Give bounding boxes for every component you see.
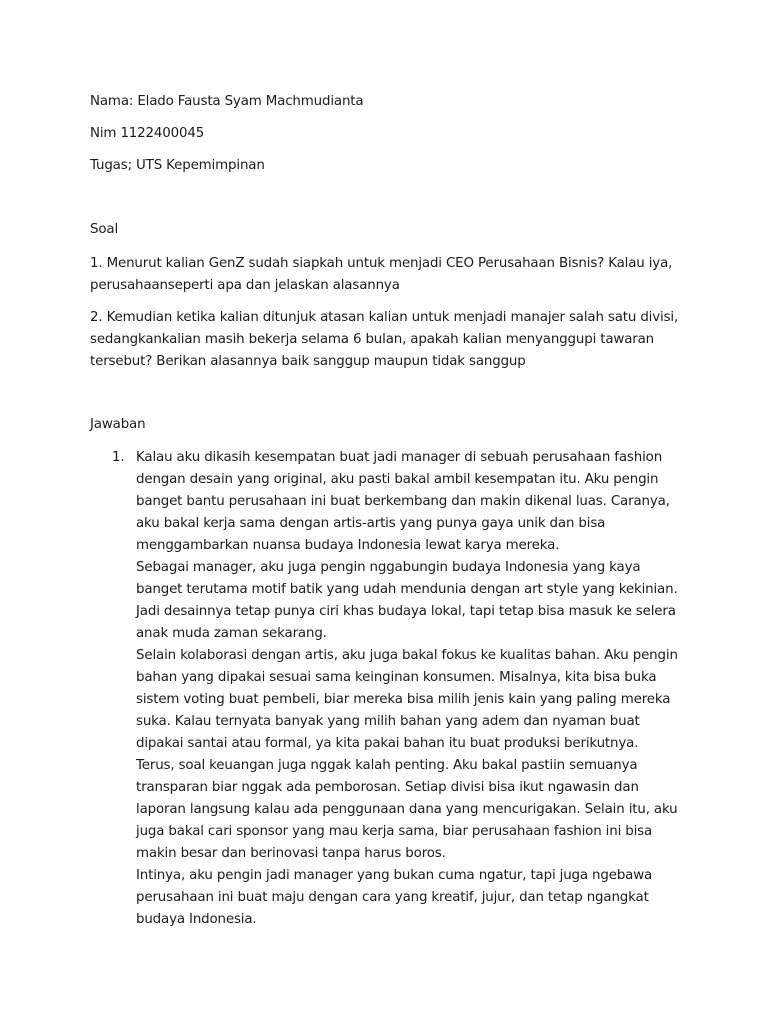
student-nim: Nim 1122400045 (90, 126, 205, 141)
jawaban-heading: Jawaban (90, 417, 146, 432)
answer-item-1 (90, 447, 690, 931)
task-title: Tugas; UTS Kepemimpinan (90, 158, 265, 173)
question-1: 1. Menurut kalian GenZ sudah siapkah untuk menjadi CEO Perusahaan Bisnis? Kalau iya, perusahaanseperti apa dan jelaskan alasannya (90, 256, 673, 293)
soal-heading: Soal (90, 222, 119, 237)
answer-item-number: 1. (112, 450, 125, 465)
answer-list (90, 447, 690, 931)
answer-paragraph-5: Intinya, aku pengin jadi manager yang bukan cuma ngatur, tapi juga ngebawa perusahaan ini buat maju dengan cara yang kreatif, jujur, dan tetap ngangkat budaya Indonesia. (136, 868, 653, 927)
question-2: 2. Kemudian ketika kalian ditunjuk atasan kalian untuk menjadi manajer salah satu divisi, sedangkankalian masih bekerja selama 6 bulan, apakah kalian menyanggupi tawaran tersebut? Berikan alasannya baik sanggup maupun tidak sanggup (90, 310, 679, 369)
answer-paragraph-3: Selain kolaborasi dengan artis, aku juga bakal fokus ke kualitas bahan. Aku pengin bahan yang dipakai sesuai sama keinginan konsumen. Misalnya, kita bisa buka sistem voting buat pembeli, biar mereka bisa milih jenis kain yang paling mereka suka. Kalau ternyata banyak yang milih bahan yang adem dan nyaman buat dipakai santai atau formal, ya kita pakai bahan itu buat produksi berikutnya. (136, 648, 678, 751)
answer-paragraph-2: Sebagai manager, aku juga pengin nggabungin budaya Indonesia yang kaya banget terutama motif batik yang udah mendunia dengan art style yang kekinian. Jadi desainnya tetap punya ciri khas budaya lokal, tapi tetap bisa masuk ke selera anak muda zaman sekarang. (136, 560, 678, 641)
answer-paragraph-4: Terus, soal keuangan juga nggak kalah penting. Aku bakal pastiin semuanya transparan biar nggak ada pemborosan. Setiap divisi bisa ikut ngawasin dan laporan langsung kalau ada penggunaan dana yang mencurigakan. Selain itu, aku juga bakal cari sponsor yang mau kerja sama, biar perusahaan fashion ini bisa makin besar dan berinovasi tanpa harus boros. (136, 758, 678, 861)
answer-paragraph-1: Kalau aku dikasih kesempatan buat jadi manager di sebuah perusahaan fashion dengan desain yang original, aku pasti bakal ambil kesempatan itu. Aku pengin banget bantu perusahaan ini buat berkembang dan makin dikenal luas. Caranya, aku bakal kerja sama dengan artis-artis yang punya gaya unik dan bisa menggambarkan nuansa budaya Indonesia lewat karya mereka. (136, 450, 670, 553)
student-name: Nama: Elado Fausta Syam Machmudianta (90, 94, 364, 109)
